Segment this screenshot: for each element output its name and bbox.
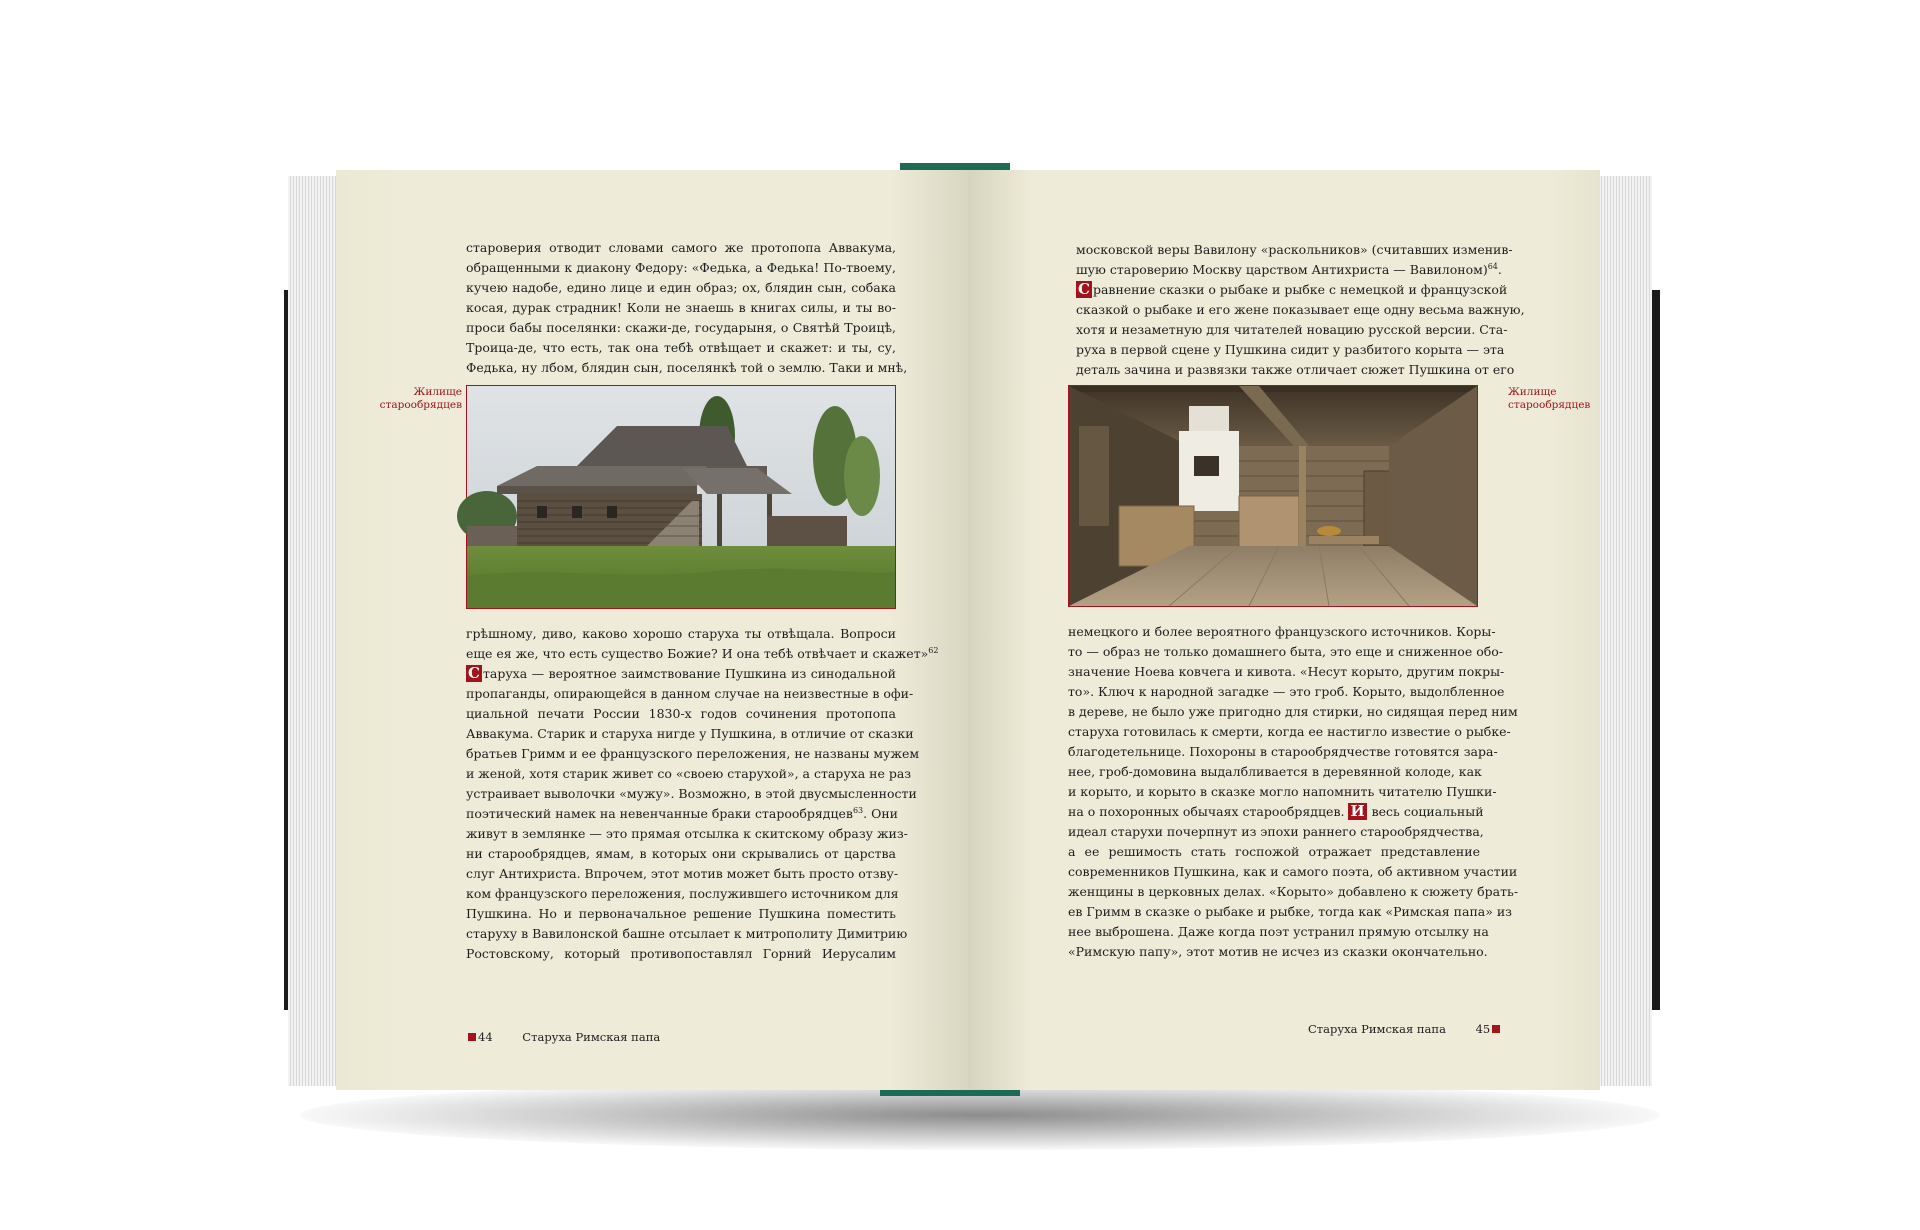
page-marker-icon: [468, 1033, 476, 1041]
text-line: устраивает выволочки «мужу». Возможно, в этой двусмысленности: [466, 786, 917, 801]
footnote-ref: 62: [928, 645, 939, 655]
text-fragment: . Они: [863, 806, 899, 821]
text-line: ев Гримм в сказке о рыбаке и рыбке, тогда как «Римская папа» из: [1068, 904, 1513, 919]
text-line: Троица-де, что есть, так она тебѣ отвѣщает и скажет: и ты, су,: [466, 340, 896, 355]
text-line: Ростовскому, который противопоставлял Горний Иерусалим: [466, 946, 896, 961]
drop-cap: И: [1350, 802, 1365, 820]
text-fragment: шую староверию Москву царством Антихриста — Вавилоном): [1076, 262, 1488, 277]
footnote-ref: 64: [1487, 261, 1498, 271]
drop-cap: С: [468, 664, 480, 682]
page-marker-icon: [1492, 1025, 1500, 1033]
margin-note-line: Жилище: [1508, 386, 1557, 398]
text-line: кучею надобе, едино лице и един образ; ох, блядин сын, собака: [466, 280, 896, 295]
text-line: старуху в Вавилонской башне отсылает к митрополиту Димитрию: [466, 926, 908, 941]
text-line: руха в первой сцене у Пушкина сидит у разбитого корыта — эта: [1076, 342, 1505, 357]
margin-note-line: Жилище: [413, 386, 462, 398]
text-line: [1076, 260, 1502, 280]
text-line: [1068, 802, 1484, 822]
text-fragment: еще ея же, что есть существо Божие? И она тебѣ отвѣчает и скажет»: [466, 646, 929, 661]
margin-note-line: старообрядцев: [379, 399, 462, 411]
text-line: современников Пушкина, как и самого поэта, об активном участии: [1068, 864, 1518, 879]
text-line: братьев Гримм и ее французского переложения, не названы мужем: [466, 746, 920, 761]
right-bottom-text: [1068, 622, 1519, 962]
running-title: Старуха Римская папа: [522, 1030, 661, 1044]
text-fragment: на о похоронных обычаях старообрядцев.: [1068, 804, 1345, 819]
text-line: сказкой о рыбаке и его жене показывает еще одну весьма важную,: [1076, 302, 1525, 317]
text-line: живут в землянке — это прямая отсылка к скитскому образу жиз-: [466, 826, 908, 841]
text-line: циальной печати России 1830-х годов сочинения протопопа: [466, 706, 896, 721]
left-top-text: [466, 238, 908, 378]
wooden-house-photo: [466, 385, 896, 609]
drop-cap: С: [1078, 280, 1090, 298]
text-line: то — образ не только домашнего быта, это еще и сниженное обо-: [1068, 644, 1503, 659]
text-line: [466, 644, 939, 664]
text-fragment: поэтический намек на невенчанные браки старообрядцев: [466, 806, 853, 821]
text-line: и корыто, и корыто в сказке могло напомнить читателю Пушки-: [1068, 784, 1497, 799]
left-page-footer: [466, 1030, 660, 1044]
text-line: нее выброшена. Даже когда поэт устранил прямую отсылку на: [1068, 924, 1489, 939]
text-line: косая, дурак страдник! Коли не знаешь в книгах силы, и ты во-: [466, 300, 896, 315]
text-line: слуг Антихриста. Впрочем, этот мотив может быть просто отзву-: [466, 866, 899, 881]
footnote-ref: 63: [852, 805, 864, 815]
page-stack-left: [288, 176, 338, 1086]
text-line: [466, 664, 896, 684]
running-title: Старуха Римская папа: [1308, 1022, 1446, 1036]
text-line: благодетельнице. Похороны в старообрядчестве готовятся зара-: [1068, 744, 1498, 759]
text-line: а ее решимость стать госпожой отражает представление: [1068, 844, 1480, 859]
text-line: «Римскую папу», этот мотив не исчез из сказки окончательно.: [1068, 944, 1488, 959]
text-line: староверия отводит словами самого же протопопа Аввакума,: [466, 240, 896, 255]
text-line: [1076, 280, 1508, 300]
left-margin-note: [372, 386, 462, 412]
text-fragment: равнение сказки о рыбаке и рыбке с немецкой и французской: [1092, 282, 1508, 297]
text-line: значение Ноева ковчега и кивота. «Несут корыто, другим покры-: [1068, 664, 1505, 679]
text-line: хотя и незаметную для читателей новацию русской версии. Ста-: [1076, 322, 1508, 337]
right-margin-note: [1508, 386, 1598, 412]
margin-note-line: старообрядцев: [1508, 399, 1591, 411]
text-line: [466, 804, 899, 824]
page-number: 44: [478, 1030, 493, 1044]
text-line: грѣшному, диво, каково хорошо старуха ты отвѣщала. Вопроси: [466, 626, 896, 641]
right-page-footer: [1308, 1022, 1502, 1036]
text-line: в дереве, не было уже пригодно для стирки, но сидящая перед ним: [1068, 704, 1518, 719]
left-bottom-text: [466, 624, 939, 964]
text-line: Пушкина. Но и первоначальное решение Пушкина поместить: [466, 906, 896, 921]
page-stack-right: [1596, 176, 1652, 1086]
text-line: нее, гроб-домовина выдалбливается в деревянной колоде, как: [1068, 764, 1482, 779]
text-line: обращенными к диакону Федору: «Федька, а Федька! По-твоему,: [466, 260, 896, 275]
left-page: [336, 170, 968, 1090]
text-line: то». Ключ к народной загадке — это гроб. Корыто, выдолбленное: [1068, 684, 1505, 699]
text-fragment: таруха — вероятное заимствование Пушкина из синодальной: [482, 666, 896, 681]
right-page: [968, 170, 1600, 1090]
text-line: ни старообрядцев, ямам, в которых они скрывались от царства: [466, 846, 896, 861]
text-line: Аввакума. Старик и старуха нигде у Пушкина, в отличие от сказки: [466, 726, 914, 741]
right-top-text: [1076, 240, 1525, 380]
text-line: идеал старухи почерпнут из эпохи раннего старообрядчества,: [1068, 824, 1484, 839]
text-line: и женой, хотя старик живет со «своею старухой», а старуха не раз: [466, 766, 912, 781]
text-line: старуха готовилась к смерти, когда ее настигло известие о рыбке-: [1068, 724, 1511, 739]
text-line: немецкого и более вероятного французского источников. Коры-: [1068, 624, 1496, 639]
text-line: Федька, ну лбом, блядин сын, поселянкѣ той о землю. Таки и мнѣ,: [466, 360, 908, 375]
text-line: проси бабы поселянки: скажи-де, государыня, о Святѣй Троицѣ,: [466, 320, 896, 335]
page-number: 45: [1475, 1022, 1491, 1036]
text-fragment: весь социальный: [1371, 804, 1484, 819]
text-line: московской веры Вавилону «раскольников» (считавших изменив-: [1076, 242, 1513, 257]
text-line: деталь зачина и развязки также отличает сюжет Пушкина от его: [1076, 362, 1515, 377]
text-line: женщины в церковных делах. «Корыто» добавлено к сюжету брать-: [1068, 884, 1519, 899]
text-fragment: .: [1497, 262, 1502, 277]
text-line: ком французского переложения, послужившего источником для: [466, 886, 899, 901]
text-line: пропаганды, опирающейся в данном случае на неизвестные в офи-: [466, 686, 914, 701]
izba-interior-photo: [1068, 385, 1478, 607]
